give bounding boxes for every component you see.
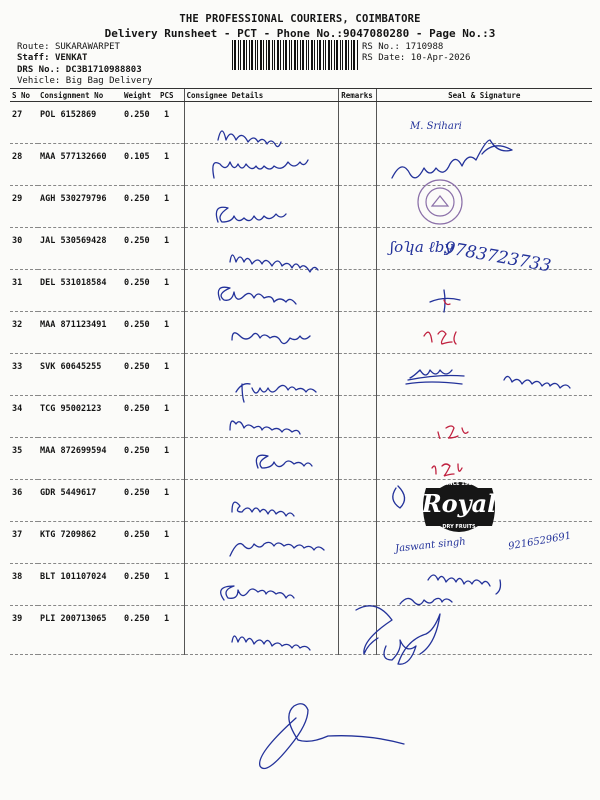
cell-sno: 29 [10, 186, 38, 228]
cell-pcs: 1 [158, 312, 184, 354]
cell-sno: 35 [10, 438, 38, 480]
cell-sno: 32 [10, 312, 38, 354]
signature-27: M. Srihari [410, 121, 462, 132]
header-sno: S No [10, 89, 38, 102]
table-row [10, 396, 592, 438]
stamp-brand: Royal [421, 489, 497, 518]
cell-consignee [184, 102, 338, 144]
cell-consignee [184, 354, 338, 396]
cell-remarks [338, 102, 376, 144]
cell-seal [376, 270, 592, 312]
table-row [10, 438, 592, 480]
cell-consignment: BLT 101107024 [38, 564, 122, 606]
cell-weight: 0.250 [122, 396, 158, 438]
cell-consignee [184, 480, 338, 522]
cell-sno: 27 [10, 102, 38, 144]
header-pcs: PCS [158, 89, 184, 102]
cell-consignment: PLI 200713065 [38, 606, 122, 655]
cell-remarks [338, 522, 376, 564]
cell-consignee [184, 522, 338, 564]
cell-sno: 30 [10, 228, 38, 270]
cell-sno: 33 [10, 354, 38, 396]
cell-pcs: 1 [158, 102, 184, 144]
cell-pcs: 1 [158, 438, 184, 480]
cell-seal [376, 102, 592, 144]
cell-sno: 39 [10, 606, 38, 655]
cell-remarks [338, 354, 376, 396]
cell-weight: 0.250 [122, 354, 158, 396]
cell-remarks [338, 396, 376, 438]
cell-seal [376, 564, 592, 606]
cell-consignee [184, 564, 338, 606]
cell-pcs: 1 [158, 270, 184, 312]
cell-remarks [338, 480, 376, 522]
cell-weight: 0.250 [122, 270, 158, 312]
staff-value: VENKAT [54, 53, 88, 63]
cell-seal [376, 144, 592, 186]
table-row [10, 102, 592, 144]
rs-no-value: 1710988 [405, 42, 444, 52]
cell-weight: 0.250 [122, 186, 158, 228]
cell-pcs: 1 [158, 354, 184, 396]
cell-weight: 0.250 [122, 480, 158, 522]
cell-weight: 0.250 [122, 312, 158, 354]
cell-pcs: 1 [158, 144, 184, 186]
cell-seal [376, 396, 592, 438]
table-header-row [10, 89, 592, 102]
runsheet-subtitle: Delivery Runsheet - PCT - Phone No.:9047080280 - Page No.:3 [104, 27, 496, 40]
signature-37-name: Jaswant singh [394, 536, 467, 555]
cell-consignee [184, 144, 338, 186]
cell-remarks [338, 564, 376, 606]
rs-date-line [362, 53, 470, 63]
cell-seal [376, 312, 592, 354]
cell-consignment: POL 6152869 [38, 102, 122, 144]
cell-pcs: 1 [158, 606, 184, 655]
table-row [10, 354, 592, 396]
table-row [10, 312, 592, 354]
vehicle-value: Big Bag Delivery [65, 76, 153, 86]
table-row [10, 564, 592, 606]
vehicle-label: Vehicle: [17, 76, 61, 86]
table-row [10, 270, 592, 312]
table-row [10, 480, 592, 522]
cell-seal [376, 354, 592, 396]
cell-remarks [338, 144, 376, 186]
cell-weight: 0.250 [122, 228, 158, 270]
rs-no-line [362, 42, 443, 52]
cell-consignee [184, 228, 338, 270]
stamp-bottom-text: DRY FRUITS [442, 524, 476, 530]
header-consignee: Consignee Details [184, 89, 338, 102]
cell-remarks [338, 270, 376, 312]
cell-sno: 28 [10, 144, 38, 186]
rs-date-value: 10-Apr-2026 [410, 53, 471, 63]
header-seal: Seal & Signature [376, 89, 592, 102]
signature-30-phone: 9783723733 [442, 238, 553, 277]
cell-consignment: AGH 530279796 [38, 186, 122, 228]
cell-consignee [184, 438, 338, 480]
cell-consignment: SVK 60645255 [38, 354, 122, 396]
table-row [10, 144, 592, 186]
cell-sno: 34 [10, 396, 38, 438]
cell-remarks [338, 228, 376, 270]
cell-weight: 0.250 [122, 438, 158, 480]
royal-stamp [418, 478, 500, 536]
cell-remarks [338, 606, 376, 655]
table-row [10, 606, 592, 655]
bottom-signature [260, 704, 404, 769]
table-row [10, 186, 592, 228]
cell-pcs: 1 [158, 564, 184, 606]
cell-seal [376, 186, 592, 228]
route-value: SUKARAWARPET [54, 42, 120, 52]
rs-no-label: RS No.: [362, 42, 400, 52]
cell-consignment: KTG 7209862 [38, 522, 122, 564]
cell-pcs: 1 [158, 480, 184, 522]
cell-consignment: TCG 95002123 [38, 396, 122, 438]
cell-consignee [184, 312, 338, 354]
cell-weight: 0.250 [122, 522, 158, 564]
cell-weight: 0.250 [122, 102, 158, 144]
cell-consignment: MAA 577132660 [38, 144, 122, 186]
cell-seal [376, 438, 592, 480]
cell-remarks [338, 438, 376, 480]
cell-weight: 0.250 [122, 564, 158, 606]
cell-weight: 0.105 [122, 144, 158, 186]
vehicle-line [17, 76, 152, 86]
cell-seal [376, 606, 592, 655]
header-remarks: Remarks [338, 89, 376, 102]
cell-pcs: 1 [158, 186, 184, 228]
cell-weight: 0.250 [122, 606, 158, 655]
runsheet-table [10, 88, 592, 655]
company-title: THE PROFESSIONAL COURIERS, COIMBATORE [179, 13, 421, 25]
cell-consignment: DEL 531018584 [38, 270, 122, 312]
cell-pcs: 1 [158, 522, 184, 564]
route-label: Route: [17, 42, 50, 52]
drs-label: DRS No.: [17, 65, 61, 75]
staff-label: Staff: [17, 53, 50, 63]
cell-pcs: 1 [158, 228, 184, 270]
signature-37-phone: 9216529691 [507, 530, 573, 553]
cell-consignee [184, 606, 338, 655]
cell-consignee [184, 396, 338, 438]
cell-consignee [184, 186, 338, 228]
cell-consignment: MAA 871123491 [38, 312, 122, 354]
cell-sno: 38 [10, 564, 38, 606]
barcode [232, 40, 358, 70]
cell-consignee [184, 270, 338, 312]
cell-sno: 31 [10, 270, 38, 312]
drs-value: DC3B1710988803 [65, 65, 142, 75]
cell-remarks [338, 186, 376, 228]
cell-sno: 36 [10, 480, 38, 522]
cell-consignment: JAL 530569428 [38, 228, 122, 270]
drs-line [17, 65, 142, 75]
header-consignment: Consignment No [38, 89, 122, 102]
signature-30-name: ʃoʮa ℓby [390, 238, 453, 256]
cell-pcs: 1 [158, 396, 184, 438]
route-line [17, 42, 120, 52]
header-weight: Weight [122, 89, 158, 102]
staff-line [17, 53, 87, 63]
cell-remarks [338, 312, 376, 354]
stamp-top-text: SINCE 1982 [442, 481, 476, 487]
cell-sno: 37 [10, 522, 38, 564]
rs-date-label: RS Date: [362, 53, 406, 63]
cell-consignment: MAA 872699594 [38, 438, 122, 480]
table-row [10, 522, 592, 564]
cell-consignment: GDR 5449617 [38, 480, 122, 522]
